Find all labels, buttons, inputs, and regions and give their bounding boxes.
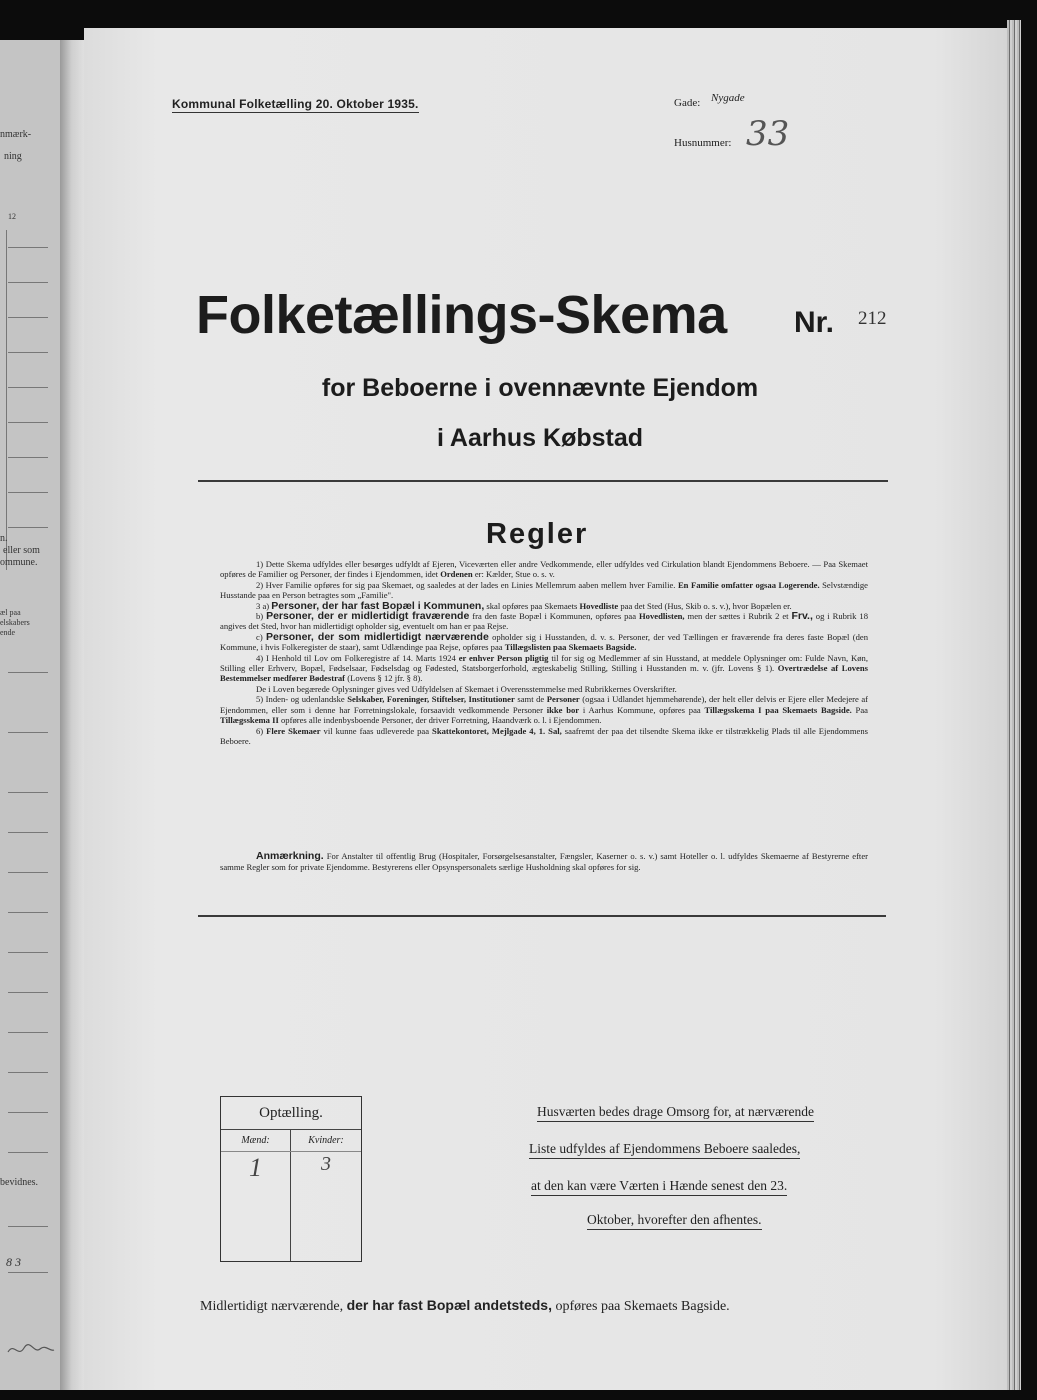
- street-label: Gade:: [674, 97, 701, 109]
- rule-3a: 3 a) Personer, der har fast Bopæl i Kommunen, skal opføres paa Skemaets Hovedliste paa det Sted (Hus, Skib o. s. v.), hvor Bopælen er.: [256, 599, 792, 612]
- left-rule: [8, 952, 48, 953]
- left-rule: [8, 282, 48, 283]
- left-rule: [8, 732, 48, 733]
- divider-bottom: [198, 915, 886, 917]
- women-count: 3: [321, 1153, 331, 1175]
- left-rule: [8, 247, 48, 248]
- left-fragment: nmærk-: [0, 129, 32, 140]
- left-fragment: ning: [4, 151, 22, 162]
- left-rule: [8, 1272, 48, 1273]
- footer-text: Midlertidigt nærværende,: [200, 1299, 344, 1314]
- remark-text: For Anstalter til offentlig Brug (Hospitaler, Forsørgelsesanstalter, Fængsler, Kaserner o. s. v.) samt Hoteller o. l. udfyldes Skemaerne af Bestyrerne efter samme Regler som for private Ejendomme. Bestyrerens eller Opsynspersonalets særlige Husholdning skal opføres for sig.: [220, 851, 868, 872]
- rule-6: 6) Flere Skemaer vil kunne faas udleverede paa Skattekontoret, Mejlgade 4, 1. Sal, saafremt der paa det tilsendte Skema ikke er tilstrækkelig Plads til alle Ejendommens Beboere.: [220, 725, 868, 746]
- left-rule: [8, 1112, 48, 1113]
- left-rule: [8, 317, 48, 318]
- rule-1: 1) Dette Skema udfyldes eller besørges udfyldt af Ejeren, Viceværten eller andre Vedkommende, eller udfyldes ved Cirkulation blandt Ejendommens Beboere. — Paa Skemaet opføres de Familier og Personer, der findes i Ejendommen, idet Ordenen er: Kælder, Stue o. s. v.: [220, 559, 868, 580]
- book-gutter: [60, 40, 86, 1390]
- left-rule: [8, 992, 48, 993]
- left-fragment: æl paa: [0, 608, 21, 617]
- men-label: Mænd:: [241, 1135, 270, 1146]
- rule-5: 5) Inden- og udenlandske Selskaber, Foreninger, Stiftelser, Institutioner samt de Personer (ogsaa i Udlandet hjemmehørende), der helt eller delvis er Ejere eller Medejere af Ejendommen, eller som i denne har Forretningslokale, forsaavidt vedkommende Personer ikke bor i Aarhus Kommune, opføres paa Tillægsskema I paa Skemaets Bagside. Paa Tillægsskema II opføres alle indenbysboende Personer, der driver Forretning, Haandværk o. l. i Ejendommen.: [220, 694, 869, 726]
- house-number-label: Husnummer:: [674, 137, 732, 149]
- left-fragment: 8 3: [6, 1255, 21, 1269]
- left-rule: [8, 792, 48, 793]
- rule-3c: c) Personer, der som midlertidigt nærværende opholder sig i Husstanden, d. v. s. Personer, der ved Tællingen er fraværende fra deres faste Bopæl (den Kommune, i hvis Folkeregister de staar), samt Udlændinge paa Rejse, opføres paa Tillægslisten paa Skemaets Bagside.: [220, 630, 868, 653]
- left-rule: [8, 527, 48, 528]
- left-rule: [8, 1226, 48, 1227]
- instruction-line: Oktober, hvorefter den afhentes.: [587, 1212, 762, 1230]
- rule-2: 2) Hver Familie opføres for sig paa Skemaet, og saaledes at der lades en Linies Mellemrum aaben mellem hver Familie. En Familie omfatter ogsaa Logerende. Selvstændige Husstande paa en Person betragtes som „Familie".: [220, 579, 868, 601]
- left-fragment: 12: [8, 212, 16, 221]
- rule-4: 4) I Henhold til Lov om Folkeregistre af 14. Marts 1924 er enhver Person pligtig til for sig og Medlemmer af sin Husstand, at meddele Oplysninger om: Fulde Navn, Køn, Stilling eller Erhverv, Bopæl, Fødselsaar, Fødselsdag og Fødested, Statsborgerforhold, ægteskabelig Stilling, Stilling i Husstanden m. v. (jfr. Lovens § 1). Overtrædelse af Lovens Bestemmelser medfører Bødestraf (Lovens § 12 jfr. § 8).: [220, 652, 868, 684]
- instruction-line: Liste udfyldes af Ejendommens Beboere saaledes,: [529, 1141, 800, 1159]
- left-facing-page: [0, 40, 66, 1390]
- count-divider: [290, 1129, 291, 1261]
- left-rule: [8, 457, 48, 458]
- left-fragment: eller som: [3, 545, 40, 556]
- page-edges: [1007, 20, 1021, 1390]
- left-fragment: n.: [0, 533, 8, 544]
- remark-paragraph: [220, 851, 868, 872]
- footer-text: opføres paa Skemaets Bagside.: [555, 1299, 730, 1314]
- footer-note: [200, 1297, 730, 1315]
- signature-scribble: [6, 1340, 56, 1360]
- form-title: Folketællings-Skema: [196, 285, 727, 345]
- count-divider: [221, 1129, 361, 1130]
- count-title: Optælling.: [259, 1105, 323, 1121]
- left-fragment: ommune.: [0, 557, 38, 568]
- left-rule: [8, 492, 48, 493]
- form-number-label: Nr.: [794, 306, 835, 339]
- rule-3b: b) Personer, der er midlertidigt fraværende fra den faste Bopæl i Kommunen, opføres paa Hovedlisten, men der sættes i Rubrik 2 et Frv., og i Rubrik 18 angives det Sted, hvor han midlertidigt opholder sig, eventuelt om han er paa Rejse.: [220, 610, 868, 632]
- remark-label: Anmærkning.: [256, 850, 324, 862]
- left-rule: [8, 832, 48, 833]
- left-rule: [8, 422, 48, 423]
- left-fragment: ende: [0, 628, 16, 637]
- left-rule: [8, 1032, 48, 1033]
- left-rule: [8, 672, 48, 673]
- form-subtitle-1: for Beboerne i ovennævnte Ejendom: [321, 374, 759, 402]
- left-fragment: elskabers: [0, 618, 30, 627]
- footer-bold-text: der har fast Bopæl andetsteds,: [346, 1297, 552, 1313]
- rules-heading: Regler: [486, 518, 589, 550]
- instruction-line: at den kan være Værten i Hænde senest den 23.: [531, 1178, 787, 1196]
- divider-top: [198, 480, 888, 482]
- instruction-line: Husværten bedes drage Omsorg for, at nærværende: [537, 1104, 814, 1122]
- rule-4b: De i Loven begærede Oplysninger gives ved Udfyldelsen af Skemaet i Overensstemmelse med Rubrikkernes Overskrifter.: [256, 683, 677, 694]
- form-number-value: 212: [858, 308, 887, 329]
- census-title: Kommunal Folketælling 20. Oktober 1935.: [172, 97, 419, 111]
- form-subtitle-2: i Aarhus Købstad: [436, 424, 644, 452]
- left-rule: [8, 912, 48, 913]
- count-box: [220, 1096, 362, 1262]
- house-number-value: 33: [746, 114, 790, 154]
- left-rule: [8, 1152, 48, 1153]
- left-rule: [8, 1072, 48, 1073]
- left-fragment: bevidnes.: [0, 1177, 39, 1188]
- count-divider: [221, 1151, 361, 1152]
- left-rule: [8, 872, 48, 873]
- street-value: Nygade: [711, 92, 745, 104]
- women-label: Kvinder:: [308, 1135, 344, 1146]
- rules-text: [220, 559, 868, 746]
- left-rule: [8, 352, 48, 353]
- men-count: 1: [249, 1153, 262, 1182]
